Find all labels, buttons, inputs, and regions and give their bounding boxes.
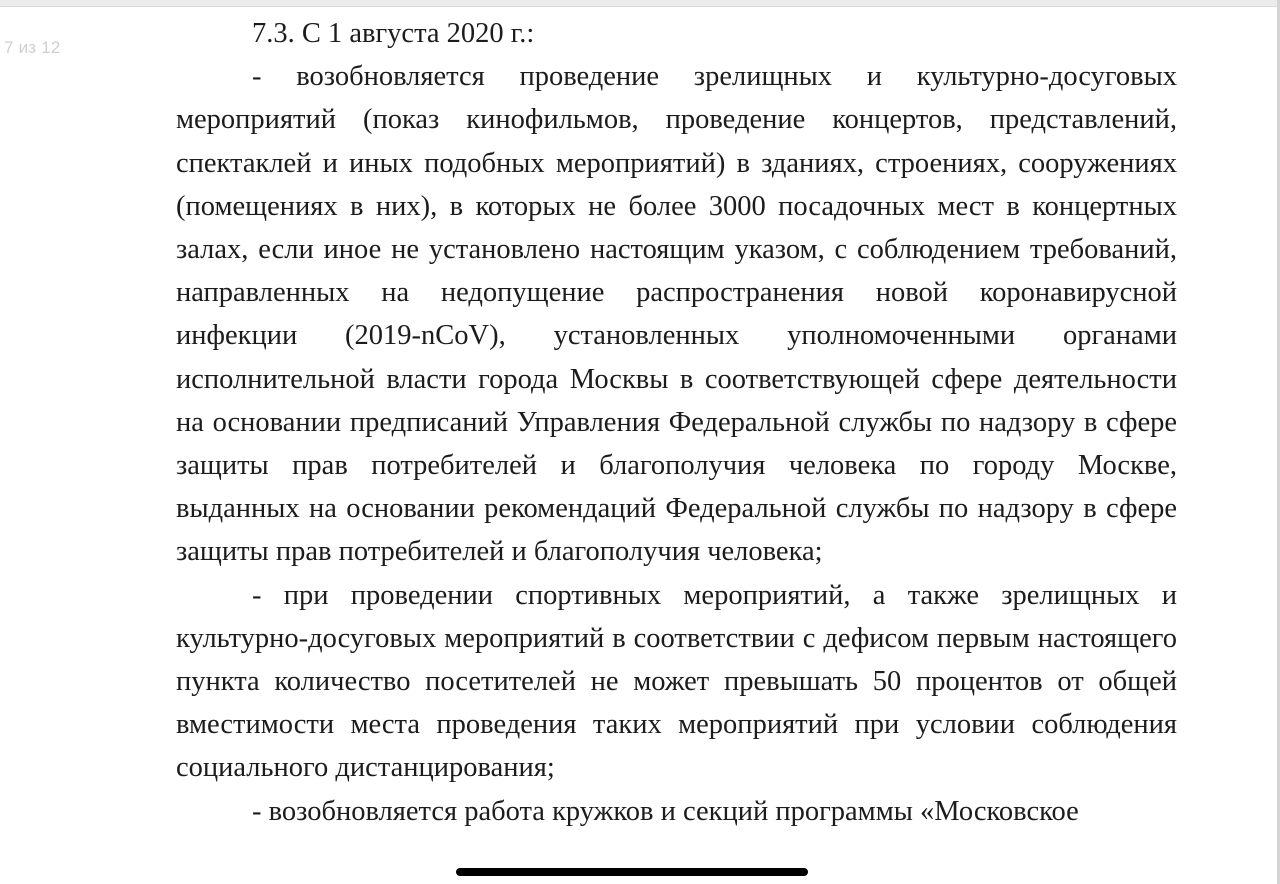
home-indicator[interactable] <box>456 868 808 876</box>
paragraph-events-resumption: - возобновляется проведение зрелищных и культурно-досуговых мероприятий (показ кинофильмов, проведение концертов, представлений, спектаклей и иных подобных мероприятий) в зданиях, строениях, сооружениях (помещениях в них), в которых не более 3000 посадочных мест в концертных залах, если иное не установлено настоящим указом, с соблюдением требований, направленных на недопущение распространения новой коронавирусной инфекции (2019-nCoV), установленных уполномоченными органами исполнительной власти города Москвы в соответствующей сфере деятельности на основании предписаний Управления Федеральной службы по надзору в сфере защиты прав потребителей и благополучия человека по городу Москве, выданных на основании рекомендаций Федеральной службы по надзору в сфере защиты прав потребителей и благополучия человека; <box>176 61 1177 568</box>
document-page <box>176 12 1177 833</box>
paragraph-clubs-resumption: - возобновляется работа кружков и секций программы «Московское <box>252 795 1079 827</box>
paragraph-visitor-limit: - при проведении спортивных мероприятий, а также зрелищных и культурно-досуговых мероприятий в соответствии с дефисом первым настоящего пункта количество посетителей не может превышать 50 процентов от общей вместимости места проведения таких мероприятий при условии соблюдения социального дистанцирования; <box>176 579 1177 784</box>
viewer-top-edge <box>0 0 1280 7</box>
section-heading: 7.3. С 1 августа 2020 г.: <box>252 18 535 49</box>
page-counter: 7 из 12 <box>4 38 61 57</box>
